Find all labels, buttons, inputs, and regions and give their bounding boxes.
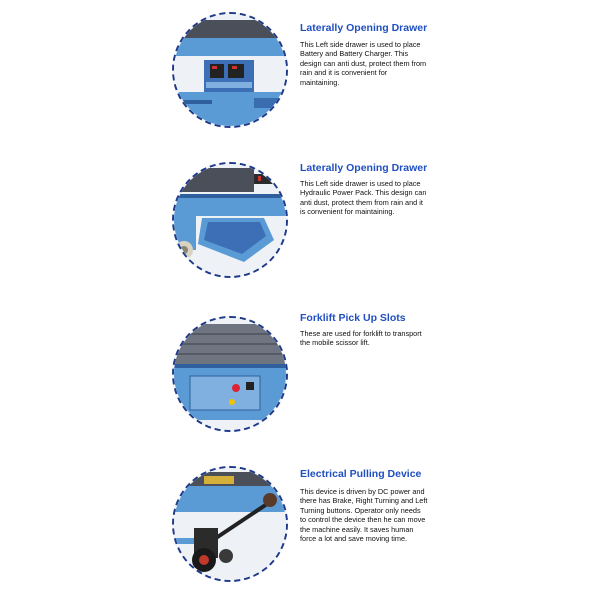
pulling-device-illustration [174, 468, 286, 580]
forklift-slots-illustration [174, 318, 286, 430]
feature-description: This Left side drawer is used to place Hydraulic Power Pack. This design can anti dust, protect them from rain and it is convenient for maintaining. [300, 179, 427, 217]
hydraulic-drawer-illustration [174, 164, 286, 276]
hydraulic-drawer-image [172, 162, 288, 278]
feature-description: This Left side drawer is used to place Battery and Battery Charger. This design can anti dust, protect them from rain and it is convenient for maintaining. [300, 40, 427, 87]
feature-hydraulic-drawer [0, 150, 600, 300]
feature-pulling-device [0, 450, 600, 600]
battery-drawer-illustration [174, 14, 286, 126]
feature-title: Electrical Pulling Device [300, 468, 422, 480]
feature-forklift-slots [0, 300, 600, 450]
feature-battery-drawer [0, 0, 600, 150]
feature-title: Laterally Opening Drawer [300, 162, 428, 174]
feature-title: Laterally Opening Drawer [300, 22, 428, 34]
pulling-device-image [172, 466, 288, 582]
forklift-slots-image [172, 316, 288, 432]
feature-description: This device is driven by DC power and there has Brake, Right Turning and Left Turning buttons. Operator only needs to control the device then he can move the machine easily. It saves human force a lot and save moving time. [300, 487, 428, 544]
feature-title: Forklift Pick Up Slots [300, 312, 406, 324]
feature-description: These are used for forklift to transport the mobile scissor lift. [300, 329, 422, 348]
battery-drawer-image [172, 12, 288, 128]
